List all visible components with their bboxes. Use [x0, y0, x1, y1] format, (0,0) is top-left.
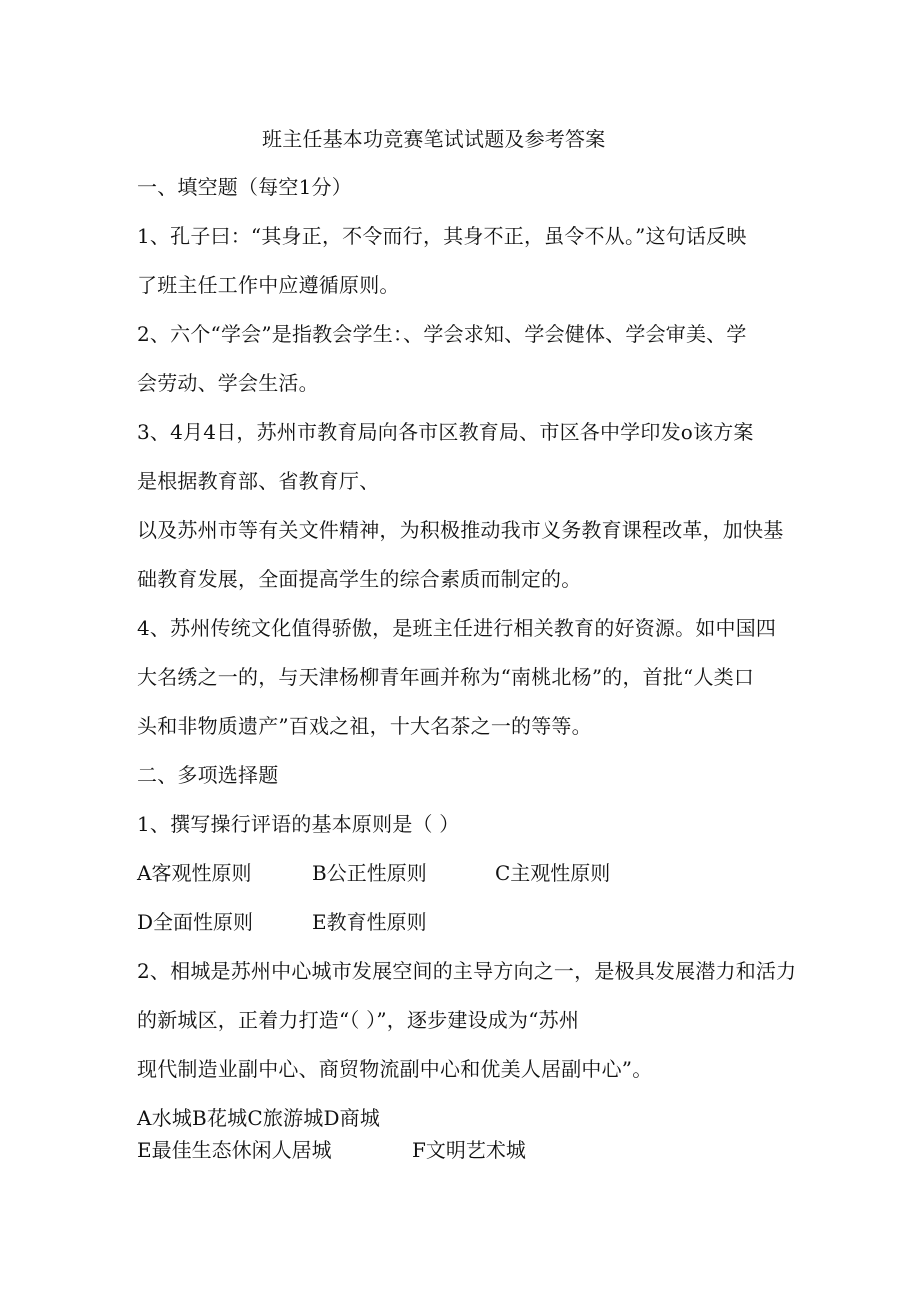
- q2-line2: 会劳动、学会生活。: [137, 371, 319, 395]
- document-title: 班主任基本功竞赛笔试试题及参考答案: [262, 127, 606, 151]
- q1-line1: 1、孔子曰：“其身正，不令而行，其身不正，虽令不从。”这句话反映: [137, 224, 747, 248]
- q4-line3: 头和非物质遗产”百戏之祖，十大名茶之一的等等。: [137, 714, 592, 738]
- mc-q1-option-e: E教育性原则: [312, 910, 427, 934]
- mc-q2-stem-line1: 2、相城是苏州中心城市发展空间的主导方向之一，是极具发展潜力和活力: [137, 959, 797, 983]
- q3-line4: 础教育发展，全面提高学生的综合素质而制定的。: [137, 567, 582, 591]
- mc-q1-option-b: B公正性原则: [312, 861, 427, 885]
- q4-line2: 大名绣之一的，与天津杨柳青年画并称为“南桃北杨”的，首批“人类口: [137, 665, 755, 689]
- mc-q1-option-a: A客观性原则: [137, 861, 252, 885]
- q2-line1: 2、六个“学会”是指教会学生：、学会求知、学会健体、学会审美、学: [137, 322, 747, 346]
- section2-heading: 二、多项选择题: [137, 763, 279, 787]
- mc-q1-option-d: D全面性原则: [137, 910, 254, 934]
- mc-q1-stem: 1、撰写操行评语的基本原则是（ ）: [137, 812, 460, 836]
- mc-q2-stem-line2: 的新城区，正着力打造“（ ）”，逐步建设成为“苏州: [137, 1008, 580, 1032]
- mc-q2-option-f: F文明艺术城: [412, 1138, 526, 1162]
- q3-line3: 以及苏州市等有关文件精神，为积极推动我市义务教育课程改革，加快基: [137, 518, 784, 542]
- mc-q2-option-e: E最佳生态休闲人居城: [137, 1138, 332, 1162]
- mc-q1-option-c: C主观性原则: [495, 861, 611, 885]
- q3-line2: 是根据教育部、省教育厅、: [137, 469, 380, 493]
- mc-q2-options-line1: A水城B花城C旅游城D商城: [137, 1106, 381, 1130]
- mc-q2-stem-line3: 现代制造业副中心、商贸物流副中心和优美人居副中心”。: [137, 1057, 653, 1081]
- section1-heading: 一、填空题（每空1分）: [137, 175, 352, 199]
- q1-line2: 了班主任工作中应遵循原则。: [137, 273, 400, 297]
- q3-line1: 3、4月4日，苏州市教育局向各市区教育局、市区各中学印发o该方案: [137, 420, 754, 444]
- q4-line1: 4、苏州传统文化值得骄傲，是班主任进行相关教育的好资源。如中国四: [137, 616, 777, 640]
